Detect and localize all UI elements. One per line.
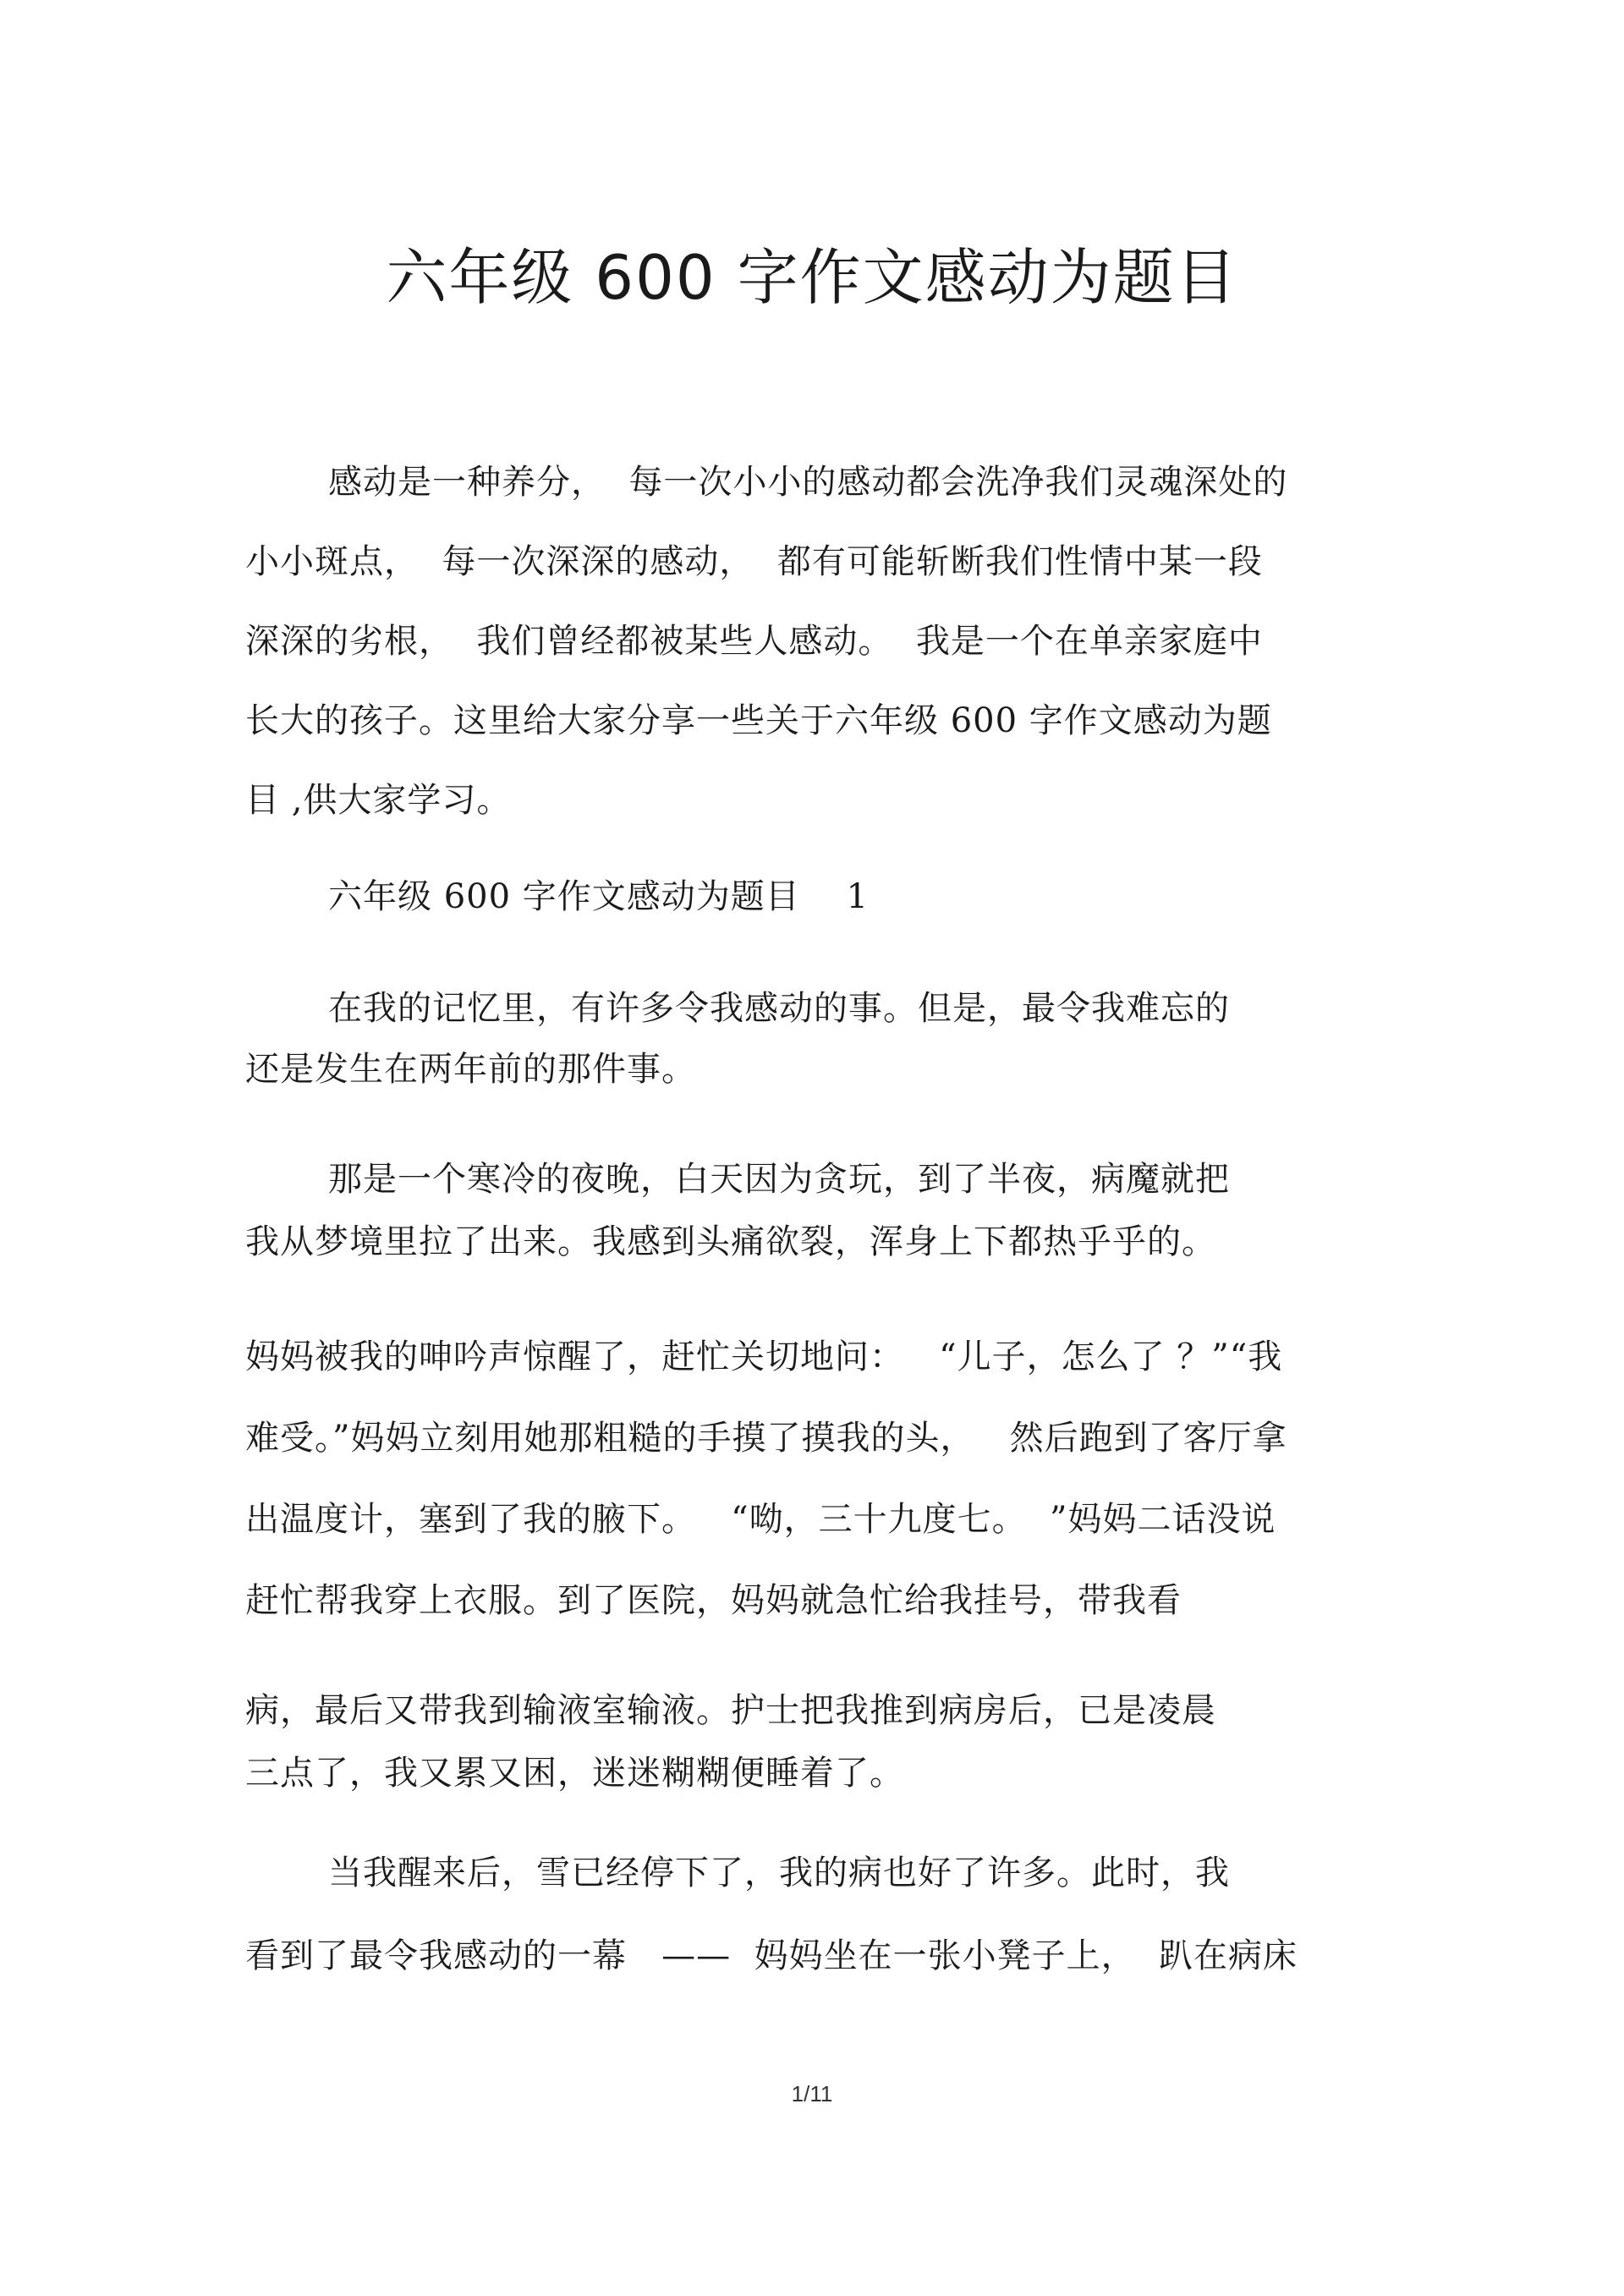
paragraph-1-line-1: 感动是一种养分， 每一次小小的感动都会洗净我们灵魂深处的 — [328, 463, 1288, 502]
paragraph-4-line-2: 难受。”妈妈立刻用她那粗糙的手摸了摸我的头， 然后跑到了客厅拿 — [245, 1419, 1287, 1458]
paragraph-1-line-5: 目 ,供大家学习。 — [245, 781, 512, 820]
paragraph-6-line-2: 看到了最令我感动的一幕 —— 妈妈坐在一张小凳子上， 趴在病床 — [245, 1936, 1298, 1975]
paragraph-2-line-2: 还是发生在两年前的那件事。 — [245, 1050, 696, 1089]
paragraph-1-line-3: 深深的劣根， 我们曾经都被某些人感动。 我是一个在单亲家庭中 — [245, 622, 1263, 661]
paragraph-2-line-1: 在我的记忆里，有许多令我感动的事。但是，最令我难忘的 — [328, 989, 1230, 1028]
paragraph-4-line-3: 出温度计，塞到了我的腋下。 “呦，三十九度七。 ”妈妈二话没说 — [245, 1500, 1276, 1539]
paragraph-1-line-2: 小小斑点， 每一次深深的感动， 都有可能斩断我们性情中某一段 — [245, 542, 1263, 581]
paragraph-3-line-2: 我从梦境里拉了出来。我感到头痛欲裂，浑身上下都热乎乎的。 — [245, 1222, 1216, 1261]
paragraph-5-line-1: 病，最后又带我到输液室输液。护士把我推到病房后，已是凌晨 — [245, 1691, 1216, 1730]
paragraph-3-line-1: 那是一个寒冷的夜晚，白天因为贪玩，到了半夜，病魔就把 — [328, 1160, 1230, 1199]
page-number: 1/11 — [791, 2081, 833, 2106]
section-heading: 六年级 600 字作文感动为题目 1 — [328, 877, 870, 916]
paragraph-4-line-1: 妈妈被我的呻吟声惊醒了，赶忙关切地问： “儿子，怎么了 ？”“我 — [245, 1338, 1283, 1376]
paragraph-4-line-4: 赶忙帮我穿上衣服。到了医院，妈妈就急忙给我挂号，带我看 — [245, 1581, 1182, 1620]
document-title: 六年级 600 字作文感动为题目 — [386, 242, 1238, 313]
paragraph-1-line-4: 长大的孩子。这里给大家分享一些关于六年级 600 字作文感动为题 — [245, 701, 1272, 740]
paragraph-5-line-2: 三点了，我又累又困，迷迷糊糊便睡着了。 — [245, 1754, 904, 1793]
paragraph-6-line-1: 当我醒来后，雪已经停下了，我的病也好了许多。此时，我 — [328, 1854, 1230, 1892]
